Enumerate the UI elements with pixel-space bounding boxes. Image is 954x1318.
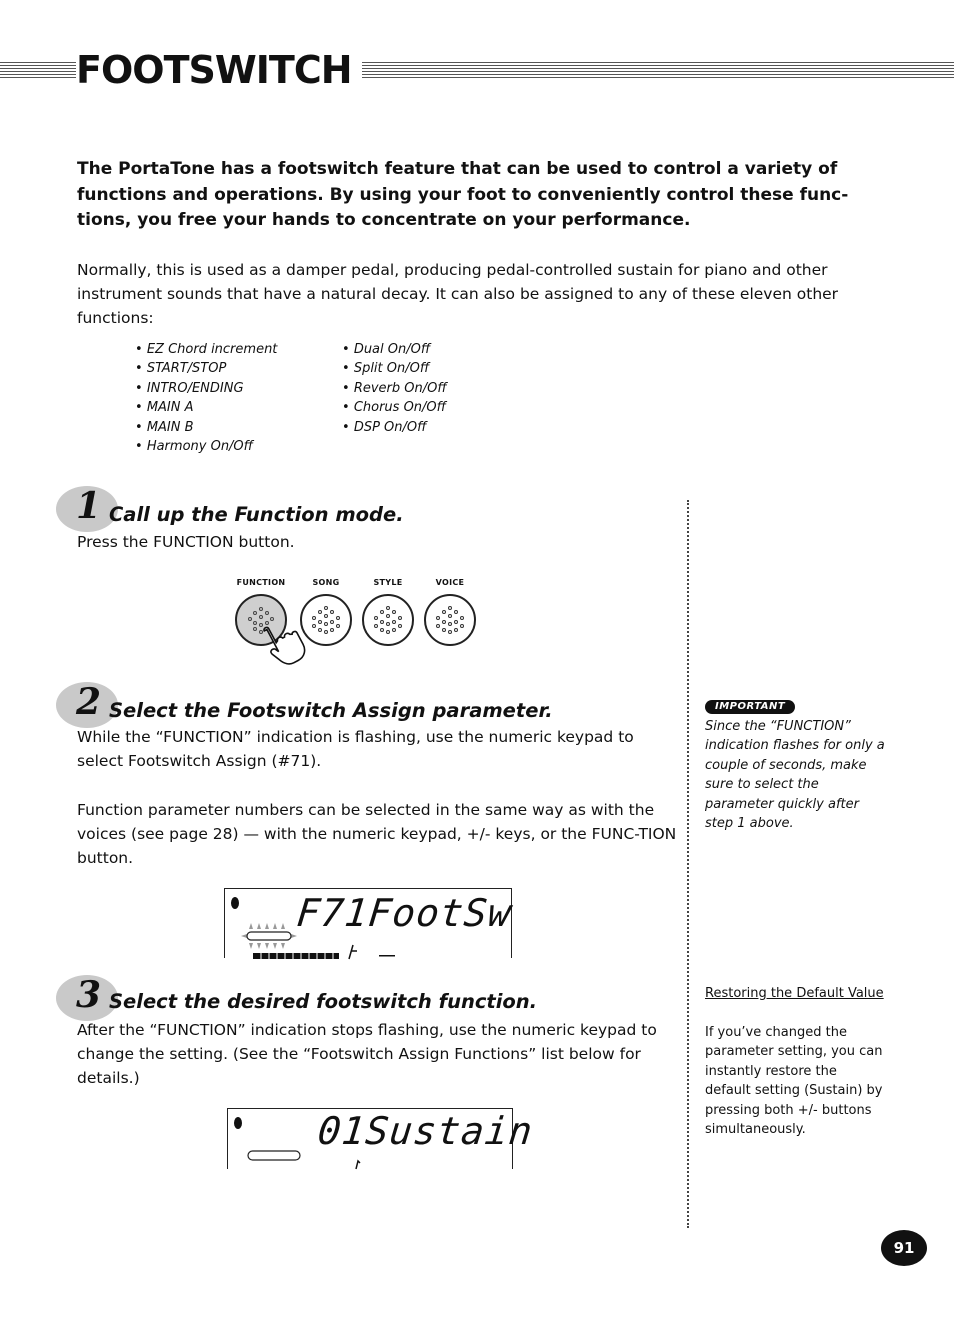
sidebar-divider	[687, 500, 689, 1228]
style-button-group	[359, 576, 417, 646]
voice-button-group	[421, 576, 479, 646]
lcd-text: 01Sustain	[315, 1109, 536, 1153]
step-text-2: Function parameter numbers can be selected in the same way as with the voices (see page 28) — with the numeric keypad, +/- keys, or the FUNC-TION button.	[77, 801, 677, 867]
lcd-display-1	[224, 888, 515, 958]
step-3	[56, 975, 676, 1095]
speaker-grille-icon	[426, 596, 474, 644]
step-number: 1	[76, 485, 102, 527]
pointing-hand-icon	[266, 618, 306, 666]
lcd-text: F71FootSw	[294, 891, 515, 935]
style-button[interactable]	[362, 594, 414, 646]
button-label: STYLE	[373, 578, 403, 587]
function-item: • Dual On/Off	[342, 340, 447, 359]
song-button[interactable]	[300, 594, 352, 646]
step-number: 2	[76, 681, 102, 723]
step-title: Select the Footswitch Assign parameter.	[109, 699, 553, 722]
keyboard-segments-icon	[253, 943, 403, 959]
function-item: • DSP On/Off	[342, 418, 447, 437]
page-number: 91	[881, 1230, 927, 1266]
function-item: • Split On/Off	[342, 359, 447, 378]
display-segment-icon	[246, 1149, 376, 1169]
restore-default-heading: Restoring the Default Value	[705, 986, 884, 1001]
lcd-display-2	[227, 1108, 536, 1169]
step-2	[56, 682, 676, 882]
moon-indicator-icon	[234, 1117, 242, 1129]
panel-buttons	[232, 576, 482, 666]
voice-button[interactable]	[424, 594, 476, 646]
function-item: • MAIN A	[135, 398, 277, 417]
important-note: Since the “FUNCTION” indication flashes for only a couple of seconds, make sure to select the parameter quickly after step 1 above.	[705, 719, 885, 832]
intro-paragraph: Normally, this is used as a damper pedal, producing pedal-controlled sustain for piano and other instrument sounds that have a natural decay. It can also be assigned to any of these eleven other functions:	[77, 261, 839, 327]
button-label: FUNCTION	[236, 578, 286, 587]
function-item: • EZ Chord increment	[135, 340, 277, 359]
step-title: Call up the Function mode.	[109, 503, 404, 526]
button-label: SONG	[312, 578, 340, 587]
function-list-col2	[342, 340, 447, 437]
speaker-grille-icon	[302, 596, 350, 644]
step-text: While the “FUNCTION” indication is flashing, use the numeric keypad to select Footswitch Assign (#71).	[77, 728, 634, 770]
speaker-grille-icon	[364, 596, 412, 644]
button-label: VOICE	[435, 578, 465, 587]
function-list-col1	[135, 340, 277, 456]
page-title: FOOTSWITCH	[76, 46, 362, 94]
function-item: • INTRO/ENDING	[135, 379, 277, 398]
function-item: • START/STOP	[135, 359, 277, 378]
step-1	[56, 486, 676, 566]
moon-indicator-icon	[231, 897, 239, 909]
function-item: • Reverb On/Off	[342, 379, 447, 398]
function-item: • MAIN B	[135, 418, 277, 437]
important-badge: IMPORTANT	[705, 700, 795, 714]
step-text: After the “FUNCTION” indication stops flashing, use the numeric keypad to change the setting. (See the “Footswitch Assign Functions” list below for details.)	[77, 1021, 657, 1087]
step-text: Press the FUNCTION button.	[77, 533, 295, 551]
intro-bold-paragraph: The PortaTone has a footswitch feature that can be used to control a variety of functions and operations. By using your foot to conveniently control these func-tions, you free your hands to concentrate on your performance.	[77, 159, 849, 230]
restore-default-text: If you’ve changed the parameter setting, you can instantly restore the default setting (Sustain) by pressing both +/- buttons simultaneously.	[705, 1025, 883, 1138]
step-title: Select the desired footswitch function.	[109, 990, 538, 1013]
function-item: • Harmony On/Off	[135, 437, 277, 456]
function-item: • Chorus On/Off	[342, 398, 447, 417]
step-number: 3	[76, 974, 102, 1016]
